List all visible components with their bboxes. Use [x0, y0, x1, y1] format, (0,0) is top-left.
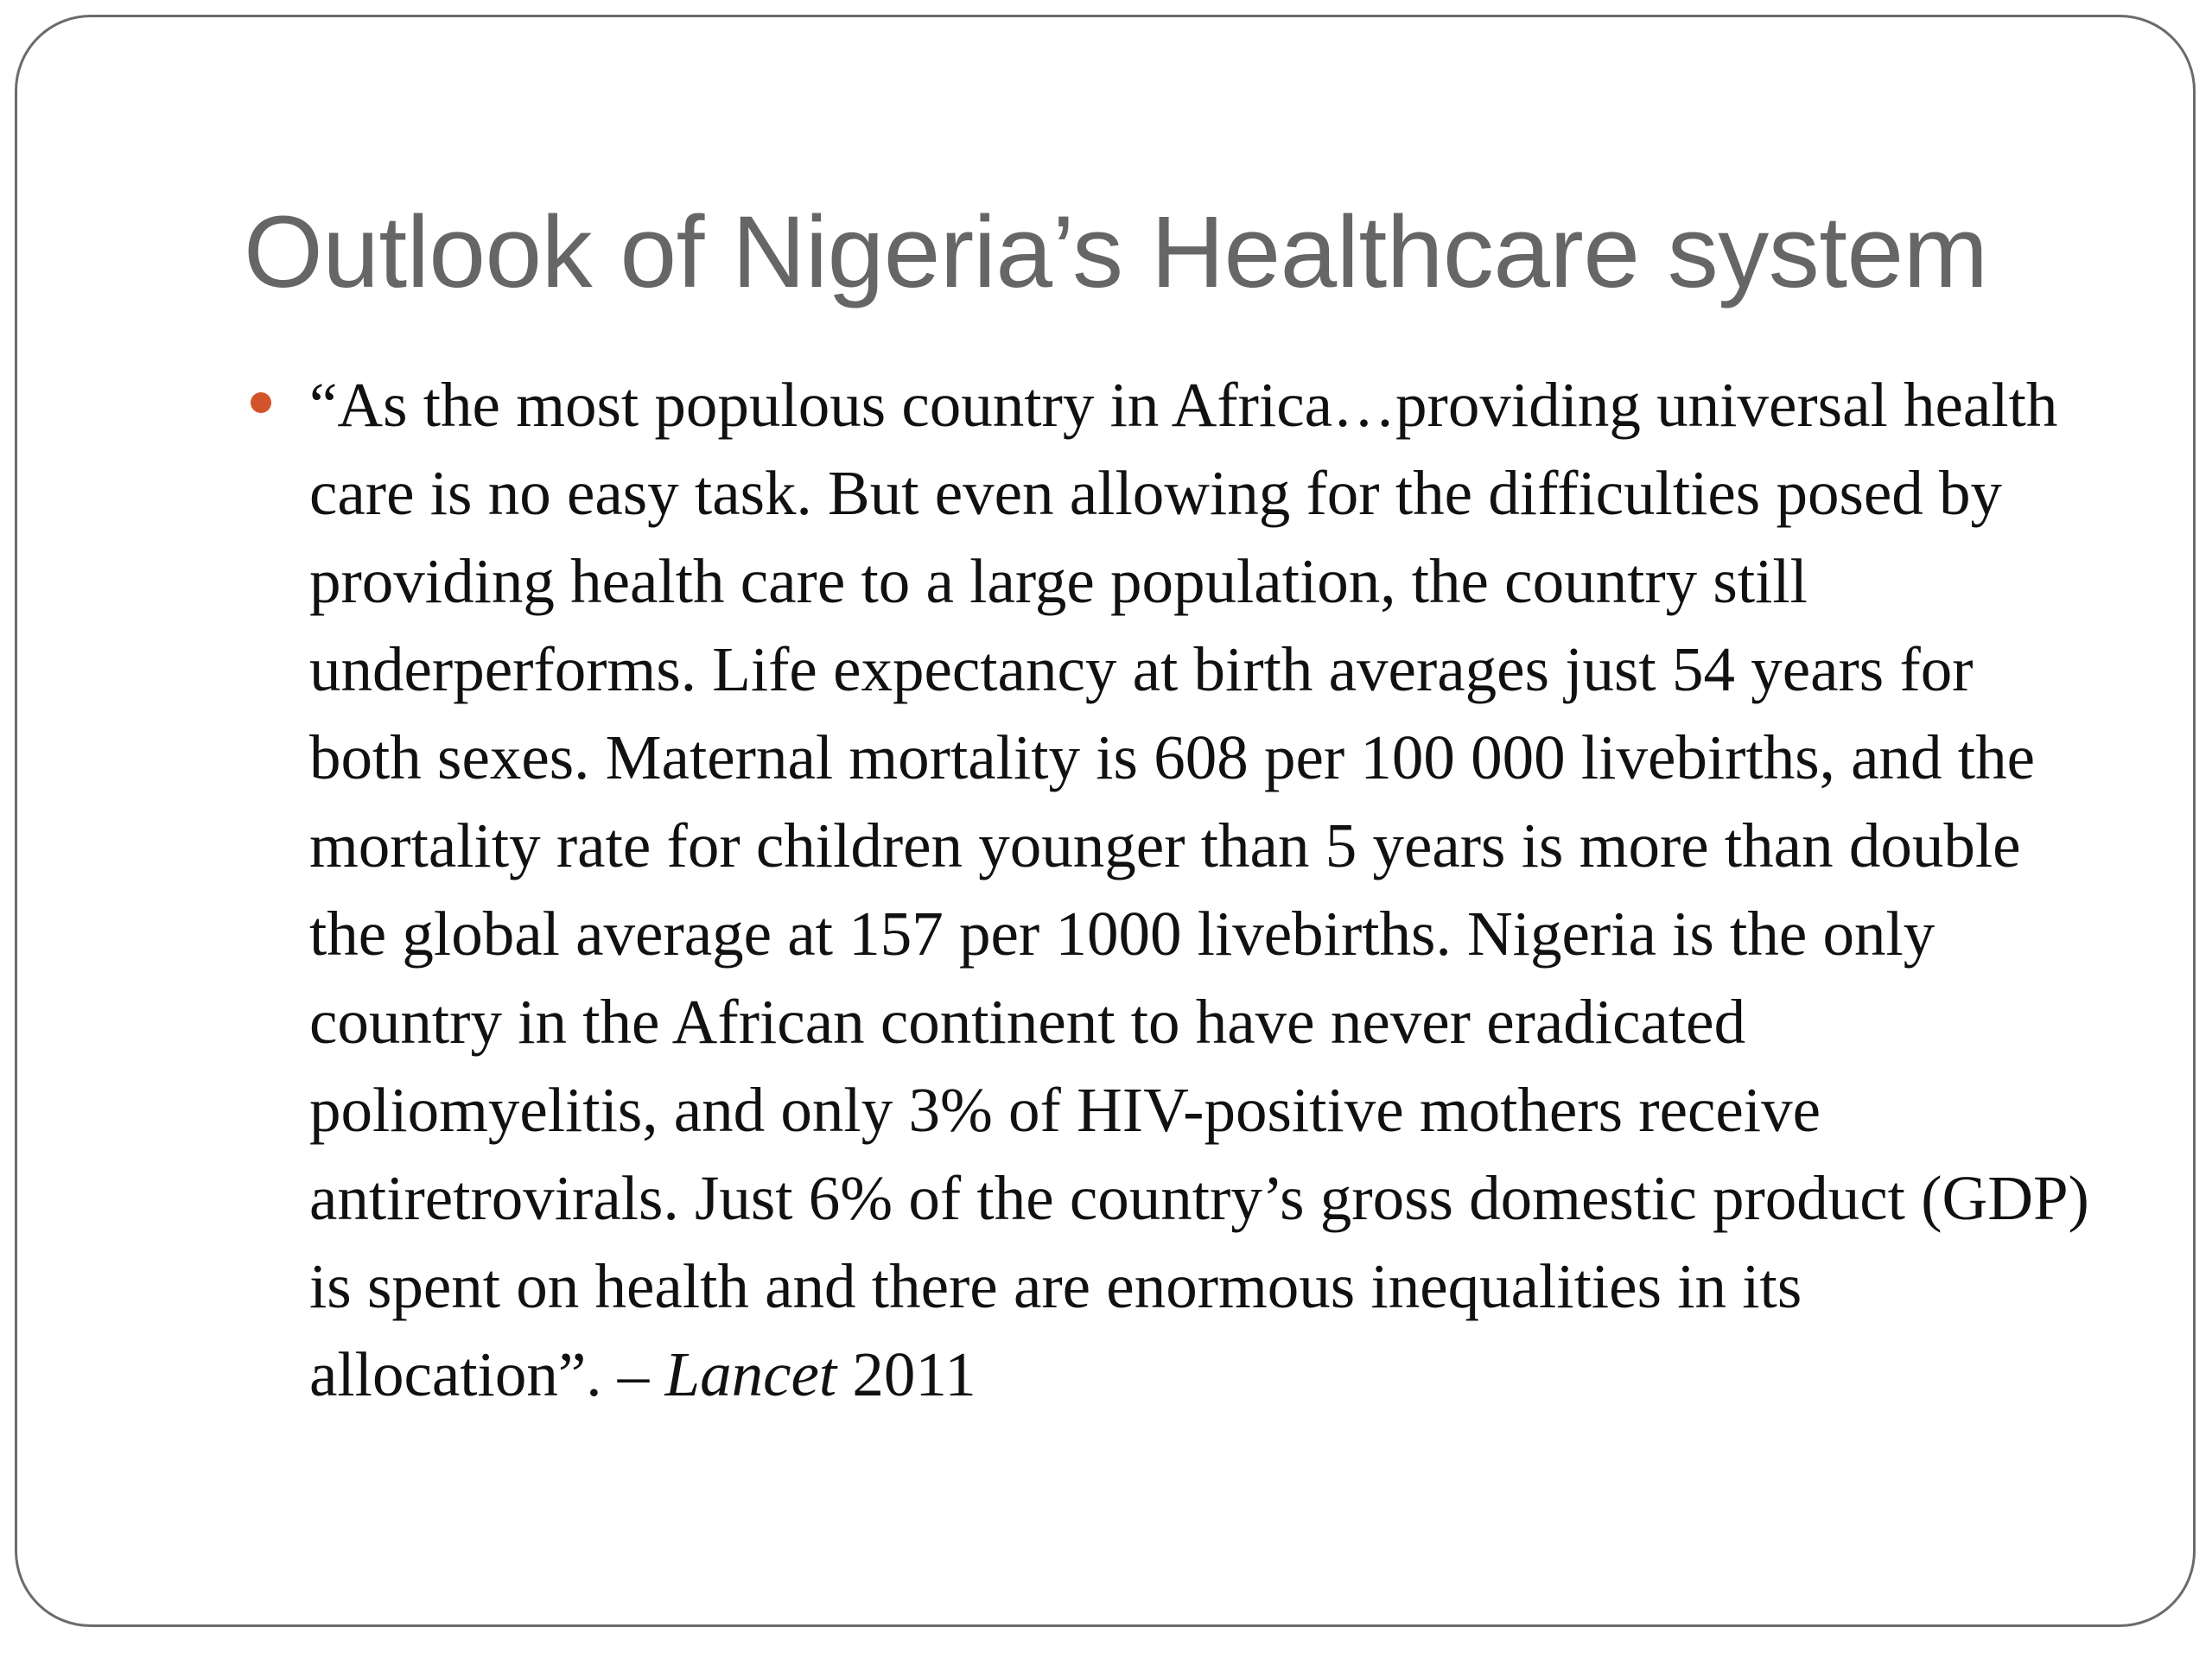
slide-title: Outlook of Nigeria’s Healthcare system [244, 195, 1988, 309]
attribution-source: Lancet [664, 1339, 837, 1409]
bullet-dot-icon [251, 392, 271, 413]
attribution-dash: – [601, 1339, 665, 1409]
quote-paragraph [309, 361, 2089, 1419]
attribution-year: 2011 [836, 1339, 976, 1409]
bullet-item [251, 361, 2108, 1419]
quote-text: “As the most populous country in Africa…providing universal health care is no easy task. But even allowing for the difficulties posed by providing health care to a large population, the country still underperforms. Life expectancy at birth averages just 54 years for both sexes. Maternal mortality is 608 per 100 000 livebirths, and the mortality rate for children younger than 5 years is more than double the global average at 157 per 1000 livebirths. Nigeria is the only country in the African continent to have never eradicated poliomyelitis, and only 3% of HIV-positive mothers receive antiretrovirals. Just 6% of the country’s gross domestic product (GDP) is spent on health and there are enormous inequalities in its allocation”. [309, 370, 2089, 1409]
